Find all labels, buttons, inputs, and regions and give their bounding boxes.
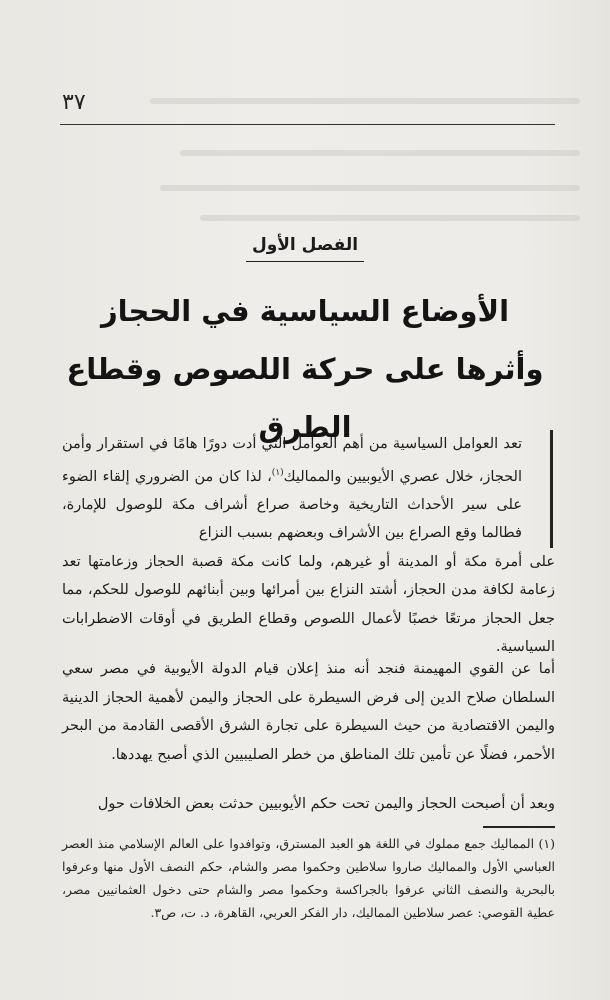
paragraph-1-text-a: تعد العوامل السياسية من أهم العوامل التي أدت دورًا هامًا في استقرار وأمن الحجاز، خلال عصري الأيوبيين والمماليك bbox=[62, 436, 522, 485]
chapter-label bbox=[0, 235, 610, 262]
page-number: ٣٧ bbox=[62, 90, 86, 115]
bleed-through bbox=[150, 98, 580, 104]
paragraph-1 bbox=[62, 430, 555, 662]
footnote: (١) المماليك جمع مملوك في اللغة هو العبد المسترق، وتوافدوا على العالم الإسلامي منذ العصر العباسي الأول والمماليك صاروا سلاطين وحكموا مصر والشام، حكم النصف الأول منها وعرفوا بالبحرية والنصف الثاني عرفوا بالجراكسة وحكموا مصر والشام حتى دخول العثمانيين مصر، عطية القوصي: عصر سلاطين المماليك، دار الفكر العربي، القاهرة، د. ت، ص٣. bbox=[62, 836, 555, 920]
paragraph-1-indented bbox=[62, 430, 553, 548]
footnote-reference: (١) bbox=[271, 467, 284, 478]
paragraph-2: أما عن القوي المهيمنة فنجد أنه منذ إعلان قيام الدولة الأيوبية في مصر سعي السلطان صلاح الدين إلى فرض السيطرة على الحجاز واليمن لأهمية الحجاز الدينية واليمن الاقتصادية من حيث السيطرة على تجارة الشرق الأقصى القادمة من البحر الأحمر، فضلًا عن تأمين تلك المناطق من خطر الصليبيين الذي أصبح يهددها. bbox=[62, 661, 555, 763]
bleed-through bbox=[200, 215, 580, 221]
chapter-title-line-1: الأوضاع السياسية في الحجاز bbox=[100, 294, 510, 328]
bleed-through bbox=[180, 150, 580, 156]
paragraph-3: وبعد أن أصبحت الحجاز واليمن تحت حكم الأيوبيين حدثت بعض الخلافات حول bbox=[97, 796, 555, 812]
chapter-label-text: الفصل الأول bbox=[246, 235, 364, 262]
footnote-rule bbox=[483, 826, 555, 828]
bleed-through bbox=[160, 185, 580, 191]
paragraph-1-rest: على أمرة مكة أو المدينة أو غيرهم، ولما كانت مكة قصبة الحجاز وزعامتها تعد زعامة لكافة مدن الحجاز، أشتد النزاع بين أمرائها وبين أبنائهم للوصول للحكم، مما جعل الحجاز مرتعًا خصبًا لأعمال اللصوص وقطاع الطريق في أوقات الاضطرابات السياسية. bbox=[62, 553, 555, 656]
paragraph-1-text-b: ، لذا كان من الضروري إلقاء الضوء على سير الأحداث التاريخية وخاصة صراع أشراف مكة للوصول للإمارة، فطالما وقع الصراع بين الأشراف وبعضهم بسبب النزاع bbox=[62, 468, 522, 542]
header-rule bbox=[60, 124, 555, 125]
chapter-title-line-2: وأثرها على حركة اللصوص وقطاع الطرق bbox=[66, 352, 544, 444]
